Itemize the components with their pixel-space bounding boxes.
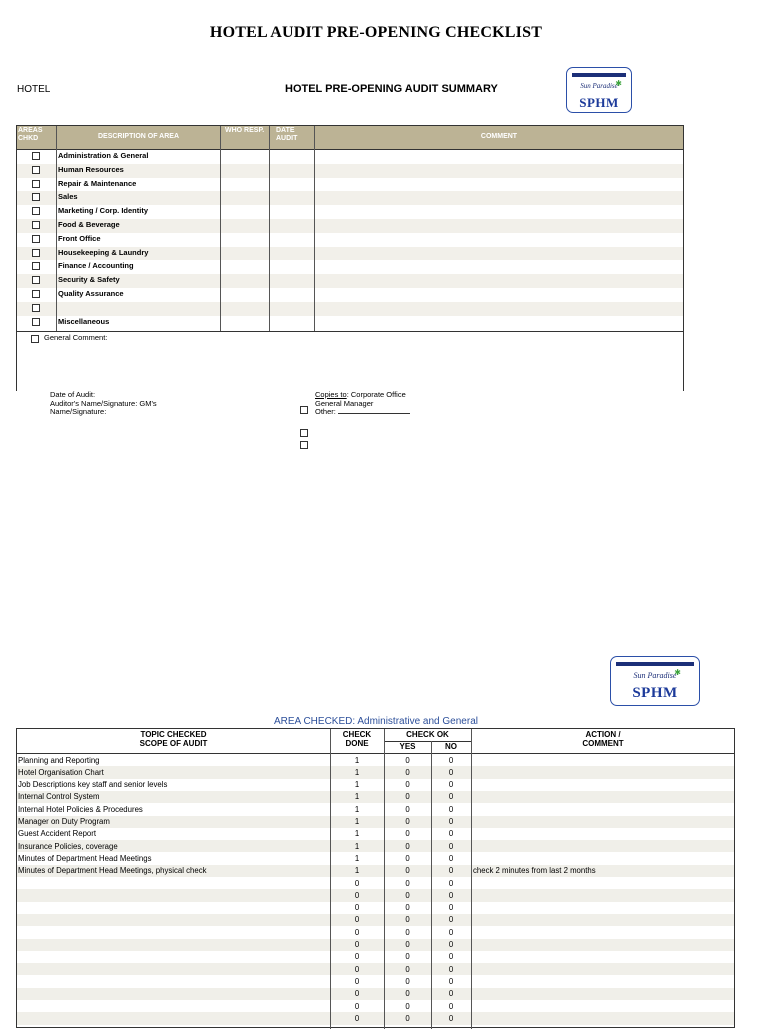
summary-table-header bbox=[17, 126, 683, 150]
area-label: Repair & Maintenance bbox=[58, 178, 137, 188]
check-yes-cell: 0 bbox=[405, 853, 410, 863]
logo-bar bbox=[616, 662, 694, 666]
summary-row bbox=[17, 288, 683, 302]
table-row bbox=[17, 902, 734, 914]
check-yes-cell: 0 bbox=[405, 866, 410, 876]
area-checkbox[interactable] bbox=[32, 166, 40, 174]
copies-other-label: Other: bbox=[315, 407, 336, 416]
check-yes-cell: 0 bbox=[405, 903, 410, 913]
col-divider bbox=[269, 126, 270, 331]
summary-row bbox=[17, 302, 683, 316]
check-no-cell: 0 bbox=[448, 817, 454, 826]
table-row bbox=[17, 939, 734, 951]
header-date-audit: DATE AUDIT bbox=[276, 127, 298, 142]
check-no-cell: 0 bbox=[448, 964, 454, 974]
logo-bar bbox=[572, 73, 626, 77]
table-row bbox=[17, 889, 734, 901]
check-done-cell: 0 bbox=[354, 976, 360, 986]
area-checkbox[interactable] bbox=[32, 262, 40, 270]
table-row bbox=[17, 852, 734, 864]
header-topic bbox=[17, 730, 330, 748]
check-done-cell: 0 bbox=[354, 878, 360, 888]
date-of-audit-label: Date of Audit: bbox=[50, 390, 96, 399]
check-done-cell: 1 bbox=[354, 804, 360, 814]
area-checkbox[interactable] bbox=[32, 180, 40, 188]
gm-name-signature-label: Name/Signature: bbox=[50, 407, 107, 416]
area-checkbox[interactable] bbox=[32, 221, 40, 229]
topic-cell: Guest Accident Report bbox=[18, 829, 97, 839]
sphm-logo bbox=[566, 67, 632, 113]
header-check-ok: CHECK OK bbox=[406, 730, 449, 739]
check-yes-cell: 0 bbox=[405, 829, 410, 839]
check-yes-cell: 0 bbox=[405, 989, 410, 999]
header-check-done-line1: CHECK bbox=[342, 730, 372, 739]
check-no-cell: 0 bbox=[448, 878, 454, 888]
area-checkbox[interactable] bbox=[32, 304, 40, 312]
header-topic-line1: TOPIC CHECKED bbox=[140, 730, 207, 739]
col-divider bbox=[384, 729, 385, 1029]
general-comment-checkbox[interactable] bbox=[31, 335, 39, 343]
check-no-cell: 0 bbox=[448, 829, 454, 839]
header-topic-line2: SCOPE OF AUDIT bbox=[139, 739, 208, 748]
check-done-cell: 0 bbox=[354, 940, 360, 949]
header-check-done bbox=[330, 730, 384, 748]
summary-row bbox=[17, 191, 683, 205]
check-yes-cell: 0 bbox=[405, 755, 410, 765]
topic-cell: Planning and Reporting bbox=[18, 755, 100, 765]
summary-table bbox=[16, 125, 684, 391]
table-row bbox=[17, 975, 734, 987]
area-checked-title: AREA CHECKED: Administrative and General bbox=[274, 716, 478, 727]
col-divider bbox=[431, 741, 432, 1029]
col-divider bbox=[56, 126, 57, 331]
header-description: DESCRIPTION OF AREA bbox=[97, 133, 180, 140]
header-yes: YES bbox=[399, 742, 416, 751]
check-done-cell: 1 bbox=[354, 755, 360, 765]
check-yes-cell: 0 bbox=[405, 890, 410, 900]
check-yes-cell: 0 bbox=[405, 878, 410, 888]
topic-cell: Minutes of Department Head Meetings, physical check bbox=[18, 866, 207, 876]
check-yes-cell: 0 bbox=[405, 940, 410, 949]
check-no-cell: 0 bbox=[448, 866, 454, 876]
area-label: Quality Assurance bbox=[58, 289, 124, 298]
area-checkbox[interactable] bbox=[32, 318, 40, 326]
area-label: Marketing / Corp. Identity bbox=[58, 206, 149, 216]
comment-cell: check 2 minutes from last 2 months bbox=[473, 866, 596, 876]
check-done-cell: 0 bbox=[354, 964, 360, 974]
table-row bbox=[17, 779, 734, 791]
table-row bbox=[17, 840, 734, 852]
check-yes-cell: 0 bbox=[405, 1001, 410, 1011]
area-checkbox[interactable] bbox=[32, 193, 40, 201]
topic-cell: Internal Hotel Policies & Procedures bbox=[18, 804, 143, 814]
check-yes-cell: 0 bbox=[405, 976, 410, 986]
copies-to-label: Copies to bbox=[315, 390, 347, 399]
auditor-name-label: Auditor's Name/Signature: GM's bbox=[50, 398, 157, 408]
copy-gm-checkbox[interactable] bbox=[300, 429, 308, 437]
check-done-cell: 1 bbox=[354, 780, 360, 790]
topic-cell: Insurance Policies, coverage bbox=[18, 841, 118, 851]
check-no-cell: 0 bbox=[448, 927, 454, 937]
general-comment-label: General Comment: bbox=[44, 333, 108, 342]
table-row bbox=[17, 963, 734, 975]
check-yes-cell: 0 bbox=[405, 915, 410, 925]
check-done-cell: 0 bbox=[354, 890, 360, 900]
header-who-responsible: WHO RESP. bbox=[225, 127, 265, 134]
check-yes-cell: 0 bbox=[405, 1013, 410, 1023]
table-row bbox=[17, 828, 734, 840]
check-no-cell: 0 bbox=[448, 976, 454, 986]
table-row bbox=[17, 865, 734, 877]
topic-cell: Internal Control System bbox=[18, 792, 100, 802]
header-check-done-line2: DONE bbox=[345, 739, 369, 748]
check-yes-cell: 0 bbox=[405, 792, 410, 802]
area-checkbox[interactable] bbox=[32, 235, 40, 243]
sphm-logo-2 bbox=[610, 656, 700, 706]
check-yes-cell: 0 bbox=[405, 767, 410, 777]
header-divider bbox=[384, 741, 471, 742]
check-yes-cell: 0 bbox=[405, 841, 410, 851]
summary-row bbox=[17, 205, 683, 219]
table-row bbox=[17, 766, 734, 778]
check-done-cell: 0 bbox=[354, 952, 360, 962]
table-row bbox=[17, 988, 734, 1000]
table-row bbox=[17, 1000, 734, 1012]
table-row bbox=[17, 816, 734, 828]
check-no-cell: 0 bbox=[448, 1001, 454, 1011]
area-label: Housekeeping & Laundry bbox=[58, 247, 149, 257]
check-no-cell: 0 bbox=[448, 989, 454, 999]
summary-title: HOTEL PRE-OPENING AUDIT SUMMARY bbox=[285, 83, 498, 95]
topic-cell: Hotel Organisation Chart bbox=[18, 767, 104, 777]
area-checkbox[interactable] bbox=[32, 290, 40, 298]
area-label: Administration & General bbox=[58, 151, 149, 160]
table-row bbox=[17, 914, 734, 926]
check-yes-cell: 0 bbox=[405, 780, 410, 790]
logo-brand-text: SPHM bbox=[579, 95, 619, 110]
check-no-cell: 0 bbox=[448, 792, 454, 802]
signature-block bbox=[50, 391, 157, 417]
palm-icon: ✱ bbox=[615, 79, 622, 88]
check-done-cell: 1 bbox=[354, 853, 360, 863]
table-row bbox=[17, 803, 734, 815]
table-row bbox=[17, 791, 734, 803]
check-done-cell: 1 bbox=[354, 767, 360, 777]
summary-row bbox=[17, 260, 683, 274]
area-label: Security & Safety bbox=[58, 275, 120, 285]
summary-row bbox=[17, 219, 683, 233]
check-yes-cell: 0 bbox=[405, 817, 410, 826]
area-checkbox[interactable] bbox=[32, 276, 40, 284]
check-no-cell: 0 bbox=[448, 890, 454, 900]
summary-row bbox=[17, 247, 683, 261]
other-blank-line[interactable] bbox=[338, 413, 410, 414]
header-action-line1: ACTION / bbox=[585, 730, 621, 739]
col-divider bbox=[314, 126, 315, 331]
check-no-cell: 0 bbox=[448, 841, 454, 851]
check-done-cell: 0 bbox=[354, 915, 360, 925]
area-label: Food & Beverage bbox=[58, 220, 120, 229]
check-done-cell: 0 bbox=[354, 1013, 360, 1023]
check-no-cell: 0 bbox=[448, 780, 454, 790]
palm-icon: ✱ bbox=[674, 668, 681, 677]
copies-block bbox=[315, 391, 410, 417]
summary-row bbox=[17, 150, 683, 164]
area-label: Finance / Accounting bbox=[58, 261, 134, 271]
check-no-cell: 0 bbox=[448, 755, 454, 765]
header-action-line2: COMMENT bbox=[582, 739, 624, 748]
area-label: Front Office bbox=[58, 233, 101, 243]
copies-general-manager: General Manager bbox=[315, 398, 374, 408]
summary-row bbox=[17, 274, 683, 288]
area-label: Sales bbox=[58, 192, 78, 202]
check-yes-cell: 0 bbox=[405, 804, 410, 814]
check-done-cell: 0 bbox=[354, 927, 360, 937]
check-done-cell: 0 bbox=[354, 903, 360, 913]
area-label: Human Resources bbox=[58, 164, 124, 174]
logo-script-text: Sun Paradise bbox=[633, 671, 677, 680]
copies-other-line bbox=[315, 408, 410, 417]
area-checkbox[interactable] bbox=[32, 249, 40, 257]
col-divider bbox=[471, 729, 472, 1029]
logo-brand-text: SPHM bbox=[632, 685, 678, 701]
copy-corporate-checkbox[interactable] bbox=[300, 406, 308, 414]
area-checkbox[interactable] bbox=[32, 152, 40, 160]
header-comment: COMMENT bbox=[480, 133, 518, 140]
check-done-cell: 0 bbox=[354, 1001, 360, 1011]
check-yes-cell: 0 bbox=[405, 952, 410, 962]
check-no-cell: 0 bbox=[448, 853, 454, 863]
check-done-cell: 1 bbox=[354, 829, 360, 839]
check-done-cell: 0 bbox=[354, 989, 360, 999]
check-no-cell: 0 bbox=[448, 1013, 454, 1023]
summary-row bbox=[17, 233, 683, 247]
general-comment-row[interactable] bbox=[17, 331, 683, 392]
col-divider bbox=[220, 126, 221, 331]
topic-cell: Minutes of Department Head Meetings bbox=[18, 853, 152, 863]
check-yes-cell: 0 bbox=[405, 964, 410, 974]
check-done-cell: 1 bbox=[354, 817, 360, 826]
check-no-cell: 0 bbox=[448, 804, 454, 814]
check-no-cell: 0 bbox=[448, 940, 454, 949]
area-checklist-table bbox=[16, 728, 735, 1028]
area-checkbox[interactable] bbox=[32, 207, 40, 215]
table-row bbox=[17, 877, 734, 889]
topic-cell: Manager on Duty Program bbox=[18, 817, 110, 826]
table-row bbox=[17, 951, 734, 963]
check-done-cell: 1 bbox=[354, 866, 360, 876]
table-row bbox=[17, 926, 734, 938]
header-areas-checked: AREAS CHKD bbox=[18, 127, 43, 142]
summary-row bbox=[17, 316, 683, 330]
summary-row bbox=[17, 164, 683, 178]
header-action bbox=[471, 730, 735, 748]
table-row bbox=[17, 754, 734, 766]
col-divider bbox=[330, 729, 331, 1029]
copies-to-corporate: : Corporate Office bbox=[346, 390, 406, 399]
copy-other-checkbox[interactable] bbox=[300, 441, 308, 449]
check-no-cell: 0 bbox=[448, 767, 454, 777]
check-no-cell: 0 bbox=[448, 915, 454, 925]
header-no: NO bbox=[445, 742, 457, 751]
summary-row bbox=[17, 178, 683, 192]
area-label: Miscellaneous bbox=[58, 316, 110, 326]
page-title: HOTEL AUDIT PRE-OPENING CHECKLIST bbox=[209, 24, 543, 41]
hotel-label: HOTEL bbox=[17, 84, 51, 95]
check-no-cell: 0 bbox=[448, 952, 454, 962]
logo-script-text: Sun Paradise bbox=[580, 82, 618, 90]
check-no-cell: 0 bbox=[448, 903, 454, 913]
check-done-cell: 1 bbox=[354, 841, 360, 851]
topic-cell: Job Descriptions key staff and senior levels bbox=[18, 780, 168, 790]
check-done-cell: 1 bbox=[354, 792, 360, 802]
check-yes-cell: 0 bbox=[405, 927, 410, 937]
table-row bbox=[17, 1012, 734, 1024]
